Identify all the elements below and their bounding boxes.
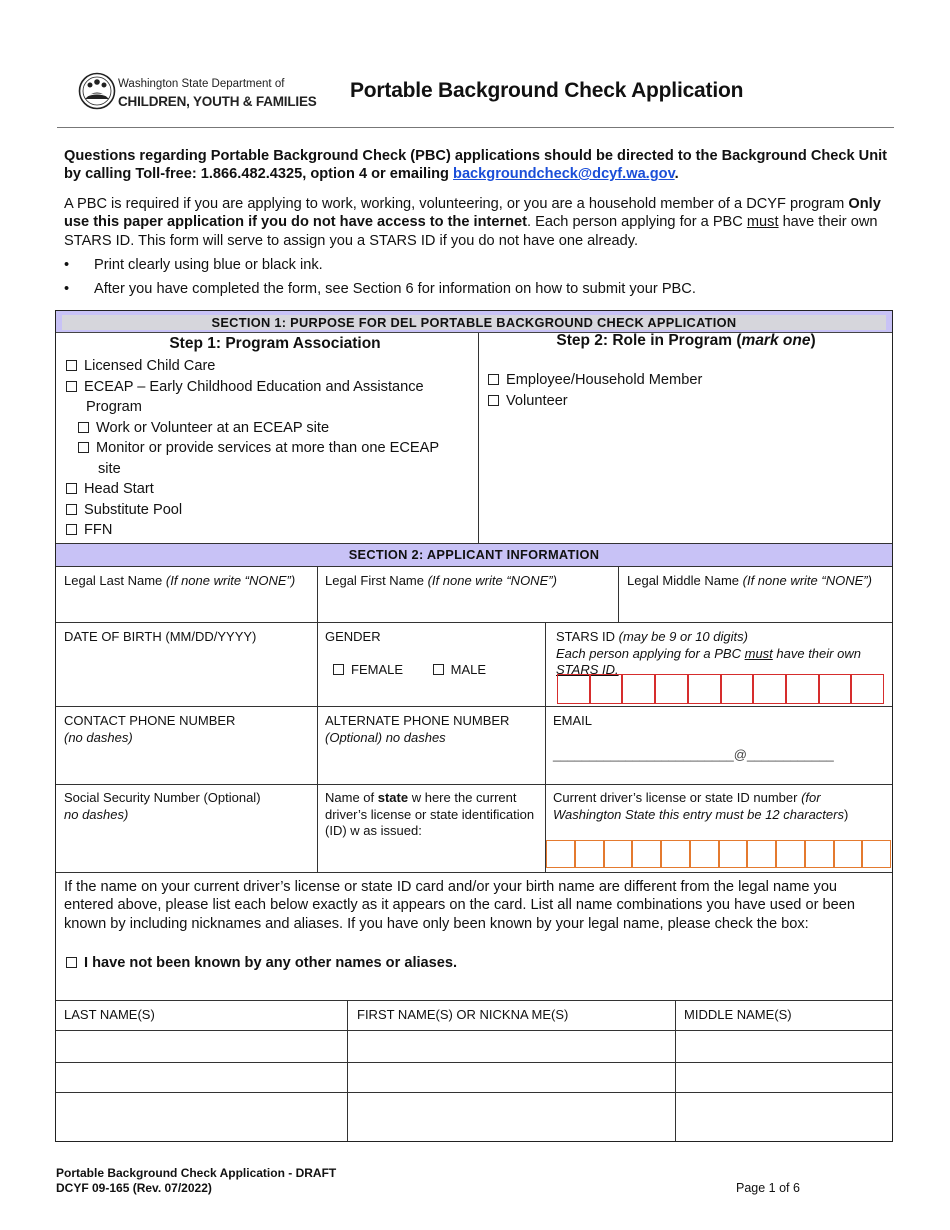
- page-title: Portable Background Check Application: [350, 79, 744, 102]
- dcyf-seal-icon: [78, 72, 116, 110]
- field-hint: (for Washington State this entry must be 12 characters: [553, 790, 844, 822]
- field-hint: (Optional) no dashes: [325, 729, 446, 745]
- option-eceap[interactable]: [66, 377, 476, 398]
- char-box[interactable]: [604, 840, 633, 868]
- option-ffn[interactable]: [66, 520, 476, 541]
- email-field[interactable]: _________________________@____________: [553, 747, 834, 762]
- intro-text-bold: Only use this paper application if you do not have access to the internet: [64, 196, 881, 231]
- option-substitute-pool[interactable]: [66, 500, 476, 521]
- field-hint: (If none write “NONE”): [427, 573, 557, 588]
- option-label-continued: site: [98, 460, 121, 477]
- section1-divider: [478, 333, 479, 543]
- dcyf-logo: [78, 72, 317, 114]
- option-label: I have not been known by any other names or aliases.: [84, 955, 458, 971]
- col-divider: [347, 1000, 348, 1141]
- field-label: Current driver’s license or state ID number: [553, 790, 802, 805]
- last-name-field[interactable]: [64, 573, 304, 590]
- option-eceap-multi[interactable]: [66, 438, 476, 459]
- email-link[interactable]: backgroundcheck@dcyf.wa.gov: [453, 166, 675, 182]
- header-divider: [57, 127, 894, 128]
- field-label: Name of: [325, 790, 378, 805]
- stars-note-must: must: [744, 645, 773, 661]
- checkbox-icon[interactable]: [66, 524, 77, 535]
- checkbox-icon[interactable]: [78, 442, 89, 453]
- table-row: [56, 1092, 892, 1093]
- option-label: Head Start: [84, 481, 154, 497]
- form-footer: [56, 1166, 336, 1196]
- role-employee[interactable]: [488, 370, 868, 391]
- option-label: Employee/Household Member: [506, 372, 703, 388]
- table-row: [56, 1062, 892, 1063]
- col-divider: [545, 623, 546, 873]
- role-volunteer[interactable]: [488, 391, 868, 412]
- field-hint: (If none write “NONE”): [742, 573, 872, 588]
- step1-title-text: Step 1: Program Association: [169, 335, 381, 352]
- col-last-name: LAST NAME(S): [64, 1007, 155, 1022]
- section1-heading: SECTION 1: PURPOSE FOR DEL PORTABLE BACKGROUND CHECK APPLICATION: [62, 315, 886, 330]
- digit-box[interactable]: [721, 674, 754, 704]
- checkbox-icon[interactable]: [333, 664, 344, 675]
- field-hint: (no dashes): [64, 729, 133, 745]
- footer-form-name: Portable Background Check Application - DRAFT: [56, 1166, 337, 1180]
- digit-box[interactable]: [819, 674, 852, 704]
- option-eceap-site[interactable]: [66, 418, 476, 439]
- no-aliases-option[interactable]: [66, 955, 666, 971]
- ssn-field[interactable]: [64, 790, 314, 823]
- intro-paragraph: [64, 195, 896, 250]
- char-box[interactable]: [719, 840, 748, 868]
- intro-text-b: . Each person applying for a PBC: [527, 214, 747, 231]
- col-divider: [317, 567, 318, 873]
- field-hint: (If none write “NONE”): [165, 573, 296, 588]
- row-divider: [56, 706, 892, 707]
- field-label: Social Security Number (Optional): [64, 790, 261, 805]
- intro-text-a: A PBC is required if you are applying to work, working, volunteering, or you are a household member of a DCYF program: [64, 196, 849, 212]
- org-line2: CHILDREN, YOUTH & FAMILIES: [118, 94, 317, 109]
- char-box[interactable]: [747, 840, 776, 868]
- checkbox-icon[interactable]: [78, 422, 89, 433]
- stars-id-input-grid[interactable]: [557, 674, 884, 704]
- dl-number-label: [553, 790, 888, 823]
- org-line1: Washington State Department of: [118, 78, 285, 90]
- alt-phone-field[interactable]: [325, 713, 540, 746]
- field-label: ALTERNATE PHONE NUMBER: [325, 713, 510, 728]
- col-first-name: FIRST NAME(S) OR NICKNA ME(S): [357, 1007, 569, 1022]
- option-head-start[interactable]: [66, 479, 476, 500]
- field-label: Legal Middle Name: [627, 573, 743, 588]
- contact-text: Questions regarding Portable Background Check (PBC) applications should be directed to the Background Check Unit by calling Toll-free: 1.866.482.4325, option 4 or emailing: [64, 148, 888, 182]
- checkbox-icon[interactable]: [66, 504, 77, 515]
- email-label: EMAIL: [553, 713, 593, 728]
- option-label: Licensed Child Care: [84, 358, 216, 374]
- row-divider: [56, 872, 892, 873]
- gender-options: [333, 662, 543, 679]
- field-hint: ): [843, 806, 849, 822]
- option-label: Monitor or provide services at more than one ECEAP: [96, 440, 440, 456]
- step1-options: [66, 356, 476, 541]
- option-licensed-child-care[interactable]: [66, 356, 476, 377]
- char-box[interactable]: [690, 840, 719, 868]
- checkbox-icon[interactable]: [488, 374, 499, 385]
- digit-box[interactable]: [622, 674, 655, 704]
- step2-title-end: ): [810, 332, 816, 349]
- field-hint: no dashes): [64, 806, 129, 822]
- checkbox-icon[interactable]: [488, 395, 499, 406]
- table-top-border: [56, 1000, 892, 1001]
- col-middle-name: MIDDLE NAME(S): [684, 1007, 792, 1022]
- intro-text-c: have their own STARS ID. This form will serve to assign you a STARS ID if you do not have one already.: [64, 214, 878, 249]
- instruction-bullets: [64, 256, 894, 304]
- stars-note: Each person applying for a PBC: [556, 645, 745, 661]
- middle-name-field[interactable]: [627, 573, 887, 590]
- gender-label: GENDER: [325, 629, 381, 644]
- dl-number-input-grid[interactable]: [546, 840, 891, 868]
- gender-female[interactable]: [333, 662, 403, 677]
- char-box[interactable]: [862, 840, 891, 868]
- char-box[interactable]: [546, 840, 575, 868]
- checkbox-icon[interactable]: [66, 360, 77, 371]
- checkbox-icon[interactable]: [433, 664, 444, 675]
- section1-header-band: [56, 311, 892, 333]
- col-divider: [618, 567, 619, 623]
- option-label: FEMALE: [351, 662, 404, 677]
- col-divider: [675, 1000, 676, 1141]
- checkbox-icon[interactable]: [66, 957, 77, 968]
- contact-phone-field[interactable]: [64, 713, 314, 746]
- digit-box[interactable]: [786, 674, 819, 704]
- issuing-state-field[interactable]: [325, 790, 540, 840]
- stars-note: have their own: [772, 645, 861, 661]
- field-hint: (may be 9 or 10 digits): [618, 629, 748, 644]
- option-label: Volunteer: [506, 392, 568, 409]
- first-name-field[interactable]: [325, 573, 615, 590]
- field-label: w here the current driver’s license or state identification (ID) w as issued:: [325, 790, 535, 838]
- step2-title-em: mark one: [741, 332, 811, 349]
- stars-note: STARS ID.: [556, 662, 619, 677]
- aliases-instructions: If the name on your current driver’s license or state ID card and/or your birth name are different from the legal name you entered above, please list each below exactly as it appears on the card. List all name combinations you have used or been known by including nicknames and aliases. If you have only been known by your legal name, please check the box:: [64, 879, 855, 932]
- digit-box[interactable]: [753, 674, 786, 704]
- option-label: FFN: [84, 522, 113, 538]
- gender-male[interactable]: [433, 662, 486, 677]
- contact-instructions: Questions regarding Portable Background Check (PBC) applications should be directed to the Background Check Unit by calling Toll-free: 1.866.482.4325, option 4 or emailing backgroundcheck@dcyf.wa.gov.: [64, 148, 888, 182]
- field-label: CONTACT PHONE NUMBER: [64, 713, 236, 728]
- row-divider: [56, 622, 892, 623]
- char-box[interactable]: [575, 840, 604, 868]
- field-label-bold: state: [377, 790, 409, 805]
- char-box[interactable]: [805, 840, 834, 868]
- checkbox-icon[interactable]: [66, 381, 77, 392]
- option-label: Work or Volunteer at an ECEAP site: [96, 419, 330, 436]
- step2-title: [480, 332, 892, 350]
- digit-box[interactable]: [590, 674, 623, 704]
- option-label: ECEAP – Early Childhood Education and Assistance: [84, 378, 424, 395]
- page-number: Page 1 of 6: [736, 1181, 800, 1195]
- option-label: MALE: [450, 662, 487, 677]
- field-label: Legal Last Name: [64, 573, 166, 588]
- field-label: STARS ID: [556, 629, 619, 644]
- char-box[interactable]: [661, 840, 690, 868]
- section2-heading: SECTION 2: APPLICANT INFORMATION: [56, 543, 892, 567]
- digit-box[interactable]: [557, 674, 590, 704]
- digit-box[interactable]: [688, 674, 721, 704]
- char-box[interactable]: [776, 840, 805, 868]
- char-box[interactable]: [834, 840, 863, 868]
- dob-field[interactable]: DATE OF BIRTH (MM/DD/YYYY): [64, 629, 257, 644]
- bullet-item: • After you have completed the form, see Section 6 for information on how to submit your PBC.: [64, 280, 894, 304]
- option-label: Substitute Pool: [84, 501, 183, 518]
- option-label-continued: Program: [86, 399, 142, 415]
- row-divider: [56, 784, 892, 785]
- char-box[interactable]: [632, 840, 661, 868]
- step2-options: [488, 370, 868, 411]
- checkbox-icon[interactable]: [66, 483, 77, 494]
- footer-form-number: DCYF 09-165 (Rev. 07/2022): [56, 1181, 212, 1195]
- table-row: [56, 1030, 892, 1031]
- digit-box[interactable]: [851, 674, 884, 704]
- stars-id-label: [556, 629, 888, 679]
- intro-text-must: must: [746, 214, 779, 231]
- step2-title-text: Step 2: Role in Program (: [556, 332, 742, 349]
- bullet-item: • Print clearly using blue or black ink.: [64, 256, 894, 280]
- digit-box[interactable]: [655, 674, 688, 704]
- step1-title: [160, 335, 390, 353]
- field-label: Legal First Name: [325, 573, 428, 588]
